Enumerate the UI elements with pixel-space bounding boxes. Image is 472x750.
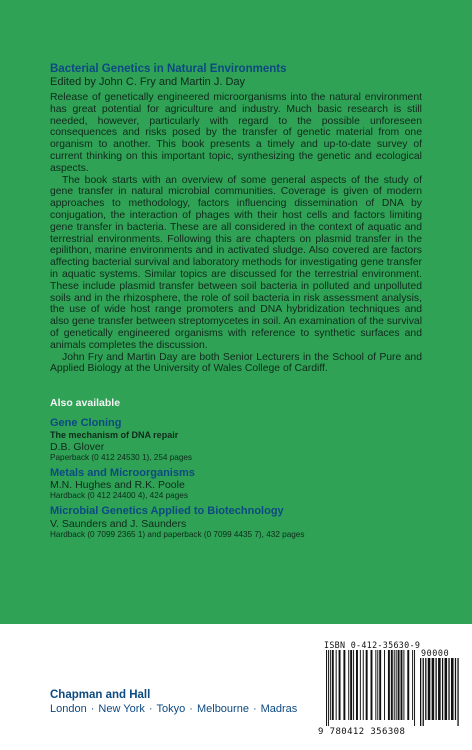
- also-available-heading: Also available: [50, 397, 121, 410]
- cover-content: [50, 63, 422, 544]
- book-blurb: [50, 92, 422, 375]
- barcode-bar: [423, 658, 424, 726]
- barcode-bar: [353, 650, 354, 720]
- barcode-bar: [442, 658, 443, 720]
- barcode-bar: [391, 650, 393, 720]
- barcode-bar: [435, 658, 436, 720]
- city-london: London: [50, 703, 87, 715]
- blurb-paragraph-1: Release of genetically engineered microorganisms into the natural environment has great potential for agriculture and industry. Much basic research is still needed, however, particularly with regard to the possible unforeseen consequences and risks posed by the transfer of genetic material from one organism to another. This book presents a timely and up-to-date survey of current thinking on this important topic, synthesizing the genetic and ecological aspects.: [50, 92, 422, 174]
- related-book-details: Hardback (0 412 24400 4), 424 pages: [50, 491, 188, 501]
- barcode-bar: [432, 658, 435, 720]
- related-book-authors: V. Saunders and J. Saunders: [50, 517, 187, 530]
- related-book-details: Hardback (0 7099 2365 1) and paperback (0 7099 4435 7), 432 pages: [50, 529, 305, 539]
- city-melbourne: Melbourne: [196, 703, 249, 715]
- related-book-gene-cloning: [50, 417, 422, 463]
- book-editors: Edited by John C. Fry and Martin J. Day: [50, 76, 246, 88]
- barcode-bar: [414, 650, 415, 726]
- related-book-subtitle: The mechanism of DNA repair: [50, 429, 179, 440]
- barcode-bar: [377, 650, 378, 720]
- barcode-bar: [407, 650, 409, 720]
- barcode-bar: [348, 650, 349, 720]
- barcode-bar: [330, 650, 331, 720]
- ean-barcode: [326, 650, 416, 726]
- barcode-bar: [384, 650, 385, 720]
- city-separator: ·: [189, 703, 193, 715]
- barcode-bar: [326, 650, 327, 726]
- barcode-bar: [401, 650, 403, 720]
- barcode-bar: [375, 650, 376, 720]
- barcode-bar: [448, 658, 449, 720]
- related-book-microbial-genetics: [50, 505, 422, 540]
- barcode-bar: [356, 650, 358, 720]
- barcode-bar: [379, 650, 381, 720]
- related-book-title: Microbial Genetics Applied to Biotechnology: [50, 505, 284, 518]
- related-book-details: Paperback (0 412 24530 1), 254 pages: [50, 452, 193, 462]
- barcode-bar: [328, 650, 329, 726]
- barcode-bar: [363, 650, 364, 720]
- barcode-bar: [336, 650, 337, 720]
- barcode-bar: [360, 650, 361, 720]
- book-title: Bacterial Genetics in Natural Environments: [50, 63, 287, 75]
- barcode-bar: [388, 650, 390, 720]
- isbn-number: ISBN 0-412-35630-9: [324, 640, 421, 650]
- barcode-bar: [455, 658, 456, 720]
- barcode-bar: [350, 650, 352, 720]
- barcode-bar: [428, 658, 431, 720]
- price-code: 90000: [421, 648, 450, 658]
- barcode-bar: [371, 650, 373, 720]
- barcode-bar: [438, 658, 441, 720]
- barcode-bar: [425, 658, 426, 720]
- barcode-bar: [343, 650, 345, 720]
- barcode-bar: [445, 658, 448, 720]
- city-separator: ·: [252, 703, 257, 715]
- publisher-cities: [50, 702, 297, 716]
- barcode-bar: [366, 650, 368, 720]
- barcode-bar: [403, 650, 404, 720]
- blurb-paragraph-2: The book starts with an overview of some general aspects of the study of gene transfer in natural microbial communities. Coverage is given of modern approaches to methodology, factors influencing dissemination of DNA by conjugation, the interaction of phages with their host cells and factors limiting gene transfer in bacteria. These are all considered in the context of aquatic and terrestrial environments. Following this are chapters on plasmid transfer in the epilithon, marine environments and in activated sludge. Also covered are factors affecting bacterial survival and laboratory methods for investigating gene transfer in aquatic systems. Similar topics are discussed for the terrestrial environment. These include plasmid transfer between soil bacteria in polluted and unpolluted soils and in the rhizosphere, the role of soil bacteria in risk assessment analysis, the use of wide host range promoters and DNA hybridization techniques and also gene transfer between streptomycetes in soil. An examination of the survival of genetically engineered organisms with reference to synthetic surfaces and animals completes the discussion.: [50, 174, 422, 351]
- barcode-bar: [420, 658, 421, 726]
- related-book-metals: [50, 467, 422, 502]
- barcode-bar: [396, 650, 397, 720]
- city-separator: ·: [90, 703, 95, 715]
- barcode-bar: [339, 650, 341, 720]
- ean-digits: 9 780412 356308: [318, 727, 406, 737]
- barcode-bar: [451, 658, 454, 720]
- barcode-bar: [412, 650, 413, 720]
- city-new-york: New York: [98, 703, 145, 715]
- publisher-block: [50, 688, 297, 716]
- city-separator: ·: [148, 703, 153, 715]
- city-tokyo: Tokyo: [156, 703, 186, 715]
- barcode-bar: [332, 650, 334, 720]
- city-madras: Madras: [260, 703, 298, 715]
- price-addon-barcode: [420, 658, 460, 726]
- barcode-bar: [394, 650, 395, 720]
- related-book-authors: D.B. Glover: [50, 440, 105, 453]
- publisher-name: Chapman and Hall: [50, 689, 151, 701]
- related-book-authors: M.N. Hughes and R.K. Poole: [50, 479, 185, 492]
- related-book-title: Gene Cloning: [50, 417, 122, 430]
- barcode-bar: [398, 650, 400, 720]
- related-book-title: Metals and Microorganisms: [50, 466, 195, 479]
- barcode-bar: [457, 658, 458, 726]
- blurb-paragraph-3: John Fry and Martin Day are both Senior Lecturers in the School of Pure and Applied Biology at the University of Wales College of Cardiff.: [50, 351, 422, 375]
